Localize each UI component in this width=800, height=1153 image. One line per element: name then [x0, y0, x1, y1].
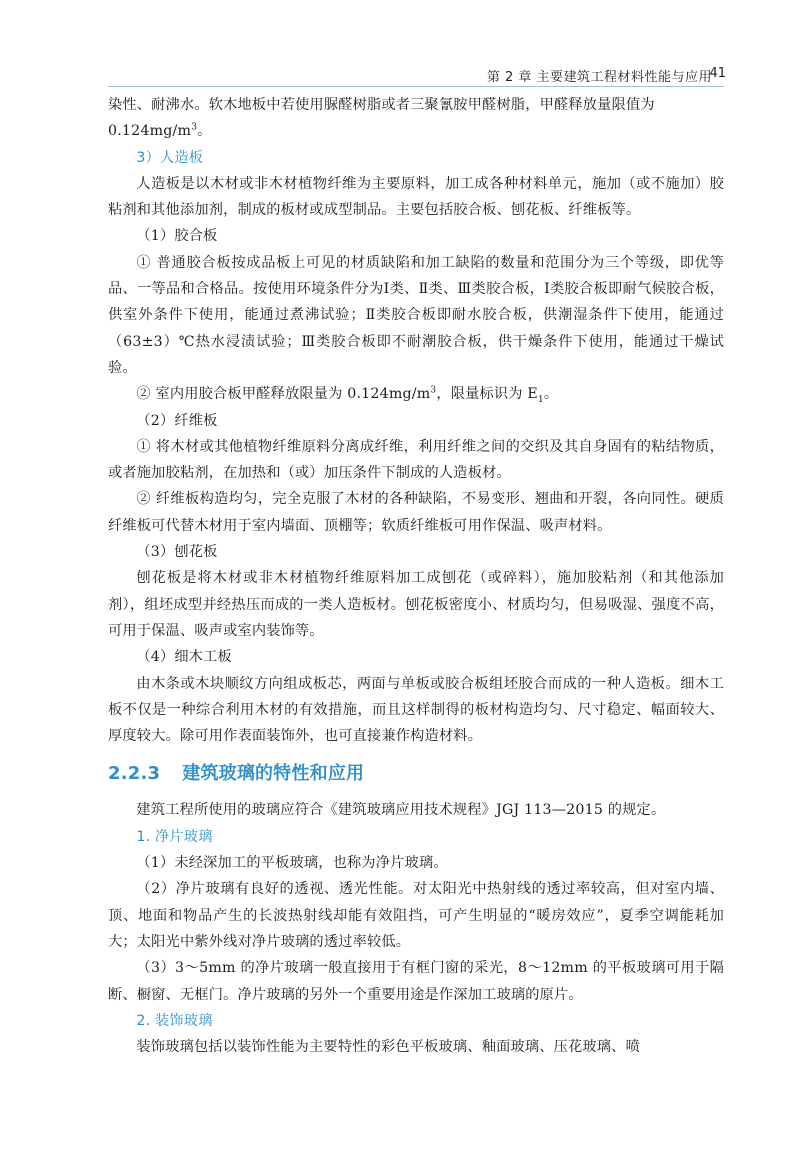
running-header — [0, 58, 800, 88]
paragraph-particleboard: 刨花板是将木材或非木材植物纤维原料加工成刨花（或碎料），施加胶粘剂（和其他添加剂），组坯成型并经热压而成的一类人造板材。刨花板密度小、材质均匀，但易吸湿、强度不高，可用于保温、吸声或室内装饰等。 — [108, 570, 724, 639]
paragraph-plywood-2 — [108, 381, 724, 407]
page-body — [108, 92, 724, 1060]
paragraph-decorative: 装饰玻璃包括以装饰性能为主要特性的彩色平板玻璃、釉面玻璃、压花玻璃、喷 — [136, 1039, 640, 1056]
paragraph-text: 。 — [543, 386, 559, 403]
superscript: 3 — [191, 122, 198, 133]
superscript: 3 — [430, 385, 437, 396]
subscript: 1 — [537, 395, 544, 406]
section-heading — [108, 759, 724, 789]
header-rule — [108, 86, 724, 87]
paragraph-text: 。 — [197, 123, 212, 140]
paragraph-continued — [108, 92, 724, 145]
paragraph-float-1: （1）未经深加工的平板玻璃，也称为净片玻璃。 — [136, 855, 448, 872]
paragraph-fiberboard-1: ① 将木材或其他植物纤维原料分离成纤维，利用纤维之间的交织及其自身固有的粘结物质，或者施加胶粘剂，在加热和（或）加压条件下制成的人造板材。 — [108, 438, 724, 482]
paragraph-wood-board: 人造板是以木材或非木材植物纤维为主要原料，加工成各种材料单元，施加（或不施加）胶粘剂和其他添加剂，制成的板材或成型制品。主要包括胶合板、刨花板、纤维板等。 — [108, 175, 724, 219]
heading-fiberboard: （2）纤维板 — [136, 412, 218, 429]
heading-particleboard: （3）刨花板 — [136, 544, 218, 561]
paragraph-glass-intro: 建筑工程所使用的玻璃应符合《建筑玻璃应用技术规程》JGJ 113—2015 的规定。 — [136, 802, 666, 819]
heading-plywood: （1）胶合板 — [136, 228, 218, 245]
section-title: 建筑玻璃的特性和应用 — [182, 763, 365, 785]
heading-float-glass: 1. 净片玻璃 — [136, 828, 213, 845]
paragraph-text: ，限量标识为 E — [436, 386, 538, 403]
paragraph-text: 0.124mg/m — [108, 123, 192, 140]
section-number: 2.2.3 — [108, 763, 161, 785]
heading-wood-board: 3）人造板 — [136, 149, 204, 166]
chapter-title: 第 2 章 主要建筑工程材料性能与应用 — [486, 70, 712, 85]
paragraph-plywood-1: ① 普通胶合板按成品板上可见的材质缺陷和加工缺陷的数量和范围分为三个等级，即优等品、一等品和合格品。按使用环境条件分为Ⅰ类、Ⅱ类、Ⅲ类胶合板，Ⅰ类胶合板即耐气候胶合板，供室外条件下使用，能通过煮沸试验；Ⅱ类胶合板即耐水胶合板，供潮湿条件下使用，能通过（63±3）℃热水浸渍试验；Ⅲ类胶合板即不耐潮胶合板，供干燥条件下使用，能通过干燥试验。 — [108, 254, 724, 376]
heading-decorative-glass: 2. 装饰玻璃 — [136, 1012, 213, 1029]
paragraph-text: 染性、耐沸水。软木地板中若使用脲醛树脂或者三聚氰胺甲醛树脂，甲醛释放量限值为 — [108, 97, 655, 113]
paragraph-float-3: （3）3～5mm 的净片玻璃一般直接用于有框门窗的采光，8～12mm 的平板玻璃可用于隔断、橱窗、无框门。净片玻璃的另外一个重要用途是作深加工玻璃的原片。 — [108, 960, 724, 1003]
page-number: 41 — [709, 66, 726, 81]
paragraph-blockboard: 由木条或木块顺纹方向组成板芯，两面与单板或胶合板组坯胶合而成的一种人造板。细木工板不仅是一种综合利用木材的有效措施，而且这样制得的板材构造均匀、尺寸稳定、幅面较大、厚度较大。除可用作表面装饰外，也可直接兼作构造材料。 — [108, 675, 724, 745]
paragraph-text: ② 室内用胶合板甲醛释放限量为 0.124mg/m — [136, 386, 431, 403]
paragraph-float-2: （2）净片玻璃有良好的透视、透光性能。对太阳光中热射线的透过率较高，但对室内墙、顶、地面和物品产生的长波热射线却能有效阻挡，可产生明显的“暖房效应”，夏季空调能耗加大；太阳光中紫外线对净片玻璃的透过率较低。 — [108, 881, 724, 950]
heading-blockboard: （4）细木工板 — [136, 649, 232, 666]
paragraph-fiberboard-2: ② 纤维板构造均匀，完全克服了木材的各种缺陷，不易变形、翘曲和开裂，各向同性。硬质纤维板可代替木材用于室内墙面、顶棚等；软质纤维板可用作保温、吸声材料。 — [108, 491, 724, 534]
